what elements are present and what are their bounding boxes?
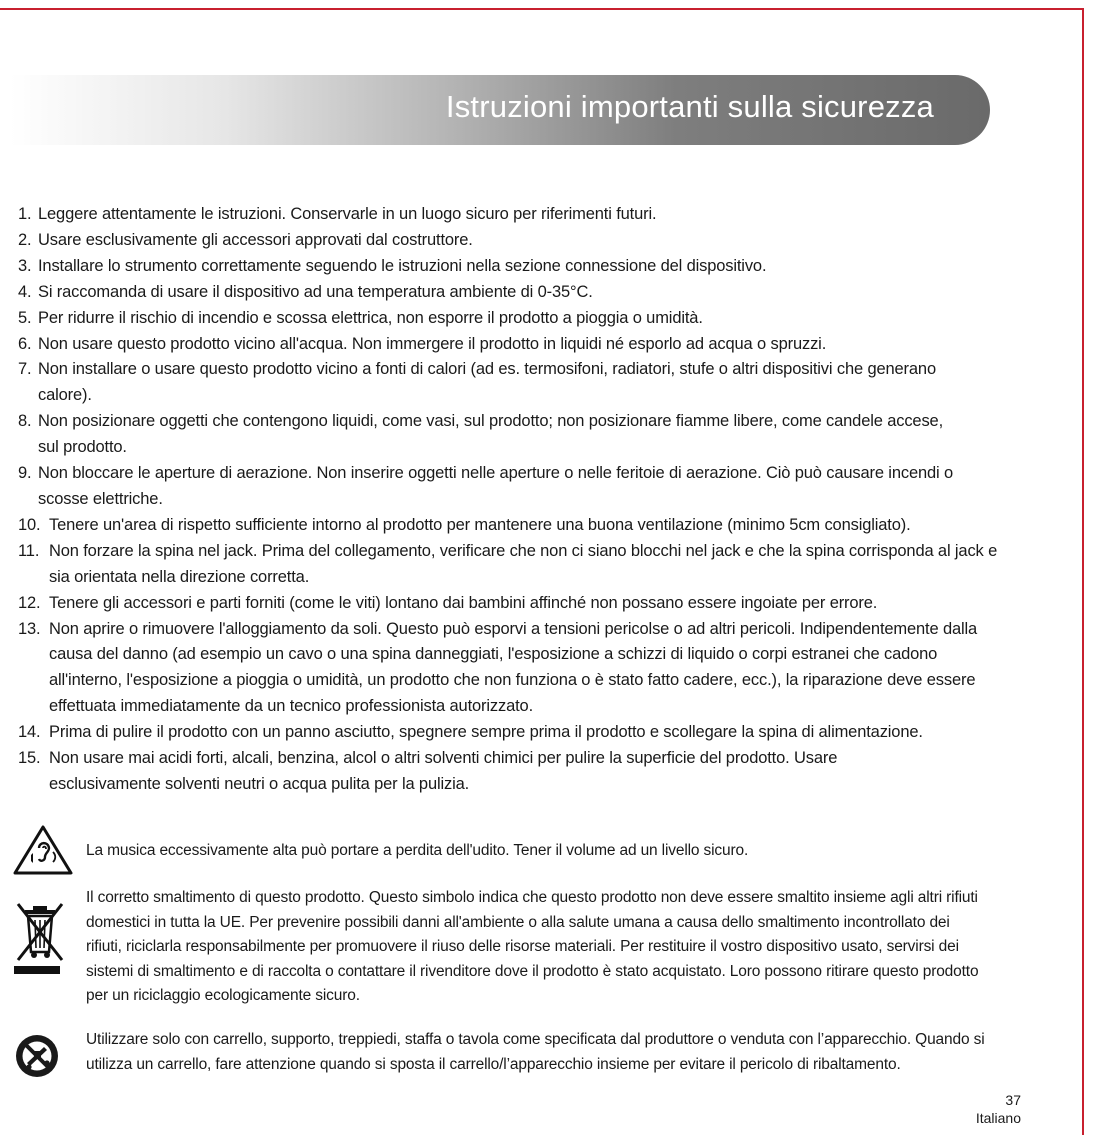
page-border-top	[0, 8, 1084, 10]
page-border-right	[1082, 8, 1084, 1135]
safety-instructions-list	[18, 202, 1078, 798]
hearing-warning-text: La musica eccessivamente alta può portare a perdita dell'udito. Tener il volume ad un livello sicuro.	[86, 842, 749, 859]
list-item: 8. Non posizionare oggetti che contengono liquidi, come vasi, sul prodotto; non posizionare fiamme libere, come candele accese, sul prodotto.	[18, 412, 944, 457]
list-item: 4. Si raccomanda di usare il dispositivo ad una temperatura ambiente di 0-35°C.	[18, 282, 593, 301]
list-item: 9. Non bloccare le aperture di aerazione. Non inserire oggetti nelle aperture o nelle feritoie di aerazione. Ciò può causare incendi o scosse elettriche.	[18, 464, 954, 508]
page-language: Italiano	[975, 1110, 1021, 1126]
section-banner	[10, 75, 990, 145]
list-item: 12. Tenere gli accessori e parti forniti (come le viti) lontano dai bambini affinché non possano essere ingoiate per errore.	[18, 593, 878, 612]
list-item: 14. Prima di pulire il prodotto con un panno asciutto, spegnere sempre prima il prodotto e scollegare la spina di alimentazione.	[18, 723, 923, 742]
weee-crossed-bin-icon	[14, 900, 66, 978]
cart-tipover-warning-icon	[14, 1033, 60, 1079]
page-footer	[900, 1091, 1021, 1127]
list-item: 5. Per ridurre il rischio di incendio e scossa elettrica, non esporre il prodotto a pioggia o umidità.	[18, 308, 703, 327]
list-item: 6. Non usare questo prodotto vicino all'acqua. Non immergere il prodotto in liquidi né esporlo ad acqua o spruzzi.	[18, 334, 827, 353]
page-title: Istruzioni importanti sulla sicurezza	[445, 89, 934, 124]
list-item: 7. Non installare o usare questo prodotto vicino a fonti di calori (ad es. termosifoni, radiatori, stufe o altri dispositivi che generano calore).	[18, 360, 936, 405]
list-item: 3. Installare lo strumento correttamente seguendo le istruzioni nella sezione connessione del dispositivo.	[18, 256, 767, 275]
hearing-warning-icon	[12, 824, 74, 876]
list-item: 15. Non usare mai acidi forti, alcali, benzina, alcol o altri solventi chimici per pulire la superficie del prodotto. Usare esclusivamente solventi neutri o acqua pulita per la pulizia.	[18, 749, 838, 793]
cart-warning-text: Utilizzare solo con carrello, supporto, treppiedi, staffa o tavola come specificata dal produttore o venduta con l’apparecchio. Quando si utilizza un carrello, fare attenzione quando si sposta il carrello/l’apparecchio insieme per evitare il pericolo di ribaltamento.	[86, 1031, 985, 1073]
list-item: 1. Leggere attentamente le istruzioni. Conservarle in un luogo sicuro per riferimenti futuri.	[18, 205, 657, 223]
list-item: 2. Usare esclusivamente gli accessori approvati dal costruttore.	[18, 230, 473, 249]
list-item: 13. Non aprire o rimuovere l'alloggiamento da soli. Questo può esporvi a tensioni pericolse o ad altri pericoli. Indipendentemente dalla causa del danno (ad esempio un cavo o una spina danneggiati, l'esposizione a schizzi di liquido o corpi estranei che cadono all'interno, l'esposizione a pioggia o umidità, un prodotto che non funziona o è stato fatto cadere, ecc.), la riparazione deve essere effettuata immediatamente da un tecnico professionista autorizzato.	[18, 619, 978, 716]
list-item: 10. Tenere un'area di rispetto sufficiente intorno al prodotto per mantenere una buona ventilazione (minimo 5cm consigliato).	[18, 515, 911, 534]
list-item: 11. Non forzare la spina nel jack. Prima del collegamento, verificare che non ci siano blocchi nel jack e che la spina corrisponda al jack e sia orientata nella direzione corretta.	[18, 541, 998, 586]
disposal-notice-text: Il corretto smaltimento di questo prodotto. Questo simbolo indica che questo prodotto non deve essere smaltito insieme agli altri rifiuti domestici in tutta la UE. Per prevenire possibili danni all'ambiente o alla salute umana a causa dello smaltimento incontrollato dei rifiuti, riciclarla responsabilmente per promuovere il riuso delle risorse materiali. Per restituire il vostro dispositivo usato, servirsi dei sistemi di smaltimento e di raccolta o contattare il rivenditore dove il prodotto è stato acquistato. Loro possono ritirare questo prodotto per un riciclaggio ecologicamente sicuro.	[86, 889, 979, 1005]
page-number: 37	[1005, 1092, 1021, 1108]
